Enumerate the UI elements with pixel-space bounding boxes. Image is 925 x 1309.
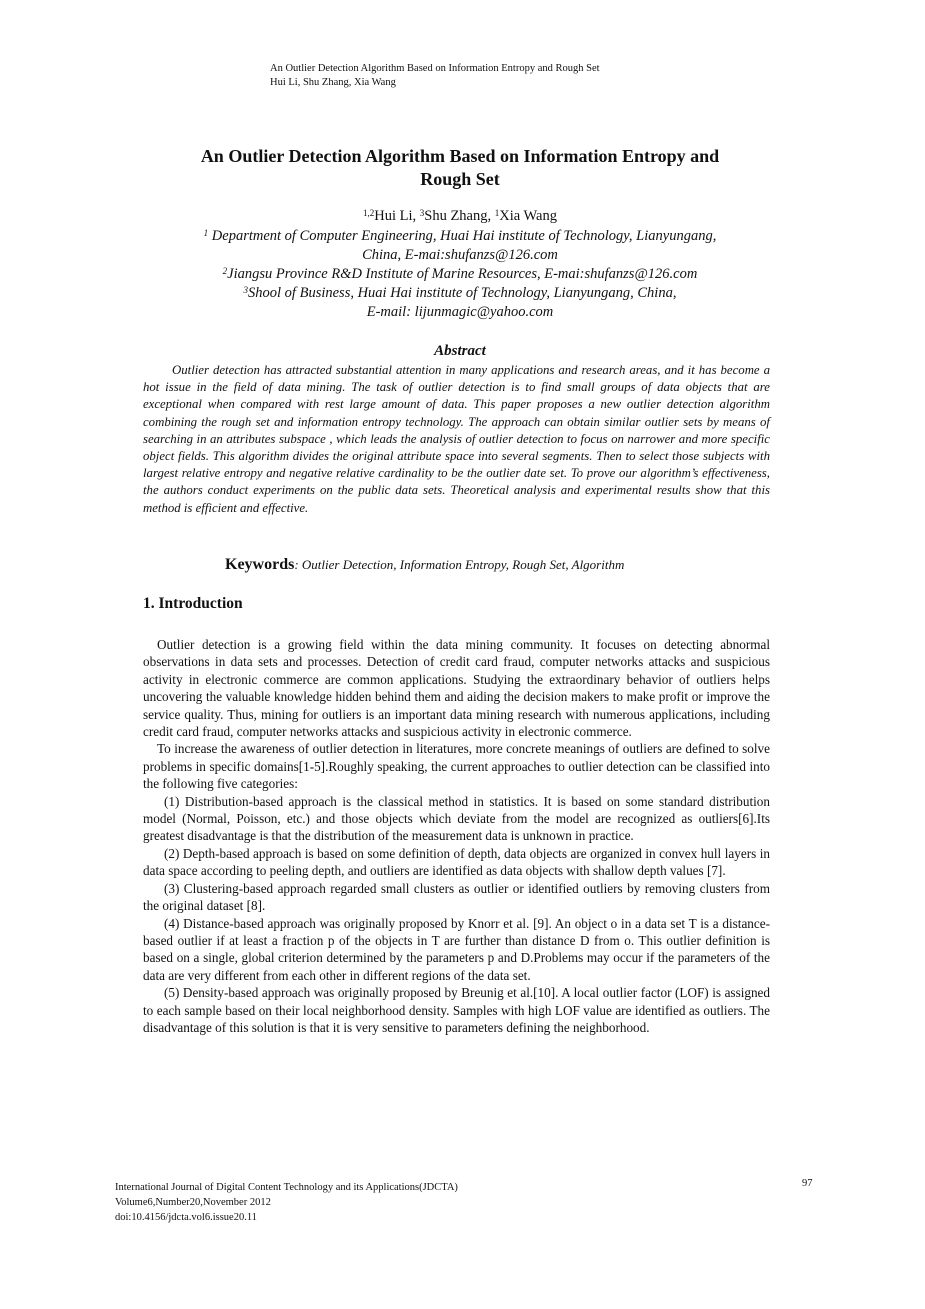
affiliation-3-line1: Shool of Business, Huai Hai institute of Technology, Lianyungang, China, (248, 285, 677, 301)
affiliation-1-line2: China, E-mai:shufanzs@126.com (362, 247, 558, 263)
affiliation-1 (140, 227, 780, 265)
running-header (270, 62, 600, 90)
paragraph: (5) Density-based approach was originally proposed by Breunig et al.[10]. A local outlier factor (LOF) is assigned to each sample based on their local neighborhood density. Samples with high LOF value are identified as outliers. The disadvantage of this solution is that it is very sensitive to parameters defining the neighborhood. (143, 985, 770, 1035)
introduction-body (143, 636, 770, 1036)
page-footer (115, 1180, 458, 1225)
running-header-title: An Outlier Detection Algorithm Based on Information Entropy and Rough Set (270, 63, 600, 74)
running-header-authors: Hui Li, Shu Zhang, Xia Wang (270, 77, 396, 88)
paragraph: (4) Distance-based approach was originally proposed by Knorr et al. [9]. An object o in a data set T is a distance-based outlier if at least a fraction p of the objects in T are further than distance D from o. This outlier definition is based on a single, global criterion determined by the parameters p and D.Problems may occur if the parameters of the data are very different from each other in different regions of the data set. (143, 915, 770, 983)
paragraph: (2) Depth-based approach is based on some definition of depth, data objects are organized in convex hull layers in data space according to peeling depth, and outliers are identified as data objects with shallow depth values [7]. (143, 845, 770, 879)
paper-title-line1: An Outlier Detection Algorithm Based on Information Entropy and (200, 146, 720, 166)
footer-volume: Volume6,Number20,November 2012 (115, 1197, 271, 1208)
affiliation-2-sup: 2 (222, 266, 228, 276)
page-number: 97 (802, 1178, 813, 1189)
author2-name: Shu Zhang, (424, 208, 495, 224)
affiliation-2-line1: Jiangsu Province R&D Institute of Marine Resources, E-mai:shufanzs@126.com (227, 266, 698, 282)
affiliation-3-line2: E-mail: lijunmagic@yahoo.com (366, 304, 554, 320)
affiliation-3-sup: 3 (243, 285, 249, 295)
footer-doi: doi:10.4156/jdcta.vol6.issue20.11 (115, 1212, 257, 1223)
paragraph: To increase the awareness of outlier detection in literatures, more concrete meanings of outliers are defined to solve problems in specific domains[1-5].Roughly speaking, the current approaches to outlier detection can be classified into the following five categories: (143, 741, 770, 792)
author1-affil-sup: 1,2 (362, 208, 375, 218)
paragraph: Outlier detection is a growing field within the data mining community. It focuses on detecting abnormal observations in data sets and processes. Detection of credit card fraud, computer networks attacks and suspicious activity in electronic commerce are common applications. Studying the extraordinary behavior of outliers helps uncovering the valuable knowledge hidden behind them and aiding the decision makers to make profit or improve the service quality. Thus, mining for outliers is an important data mining research with numerous applications, including credit card fraud, computer networks attacks and suspicious activity in electronic commerce. (143, 637, 770, 740)
section-heading-introduction: 1. Introduction (143, 595, 243, 612)
paragraph: (3) Clustering-based approach regarded small clusters as outlier or identified outliers by removing clusters from the original dataset [8]. (143, 880, 770, 914)
author3-name: Xia Wang (499, 208, 557, 224)
abstract-body (143, 362, 770, 517)
paper-title (140, 145, 780, 191)
keywords (225, 556, 624, 574)
footer-journal: International Journal of Digital Content Technology and its Applications(JDCTA) (115, 1182, 458, 1193)
affiliation-1-line1: Department of Computer Engineering, Huai Hai institute of Technology, Lianyungang, (208, 228, 717, 244)
author2-affil-sup: 3 (419, 208, 425, 218)
keywords-label: Keywords (225, 556, 295, 573)
affiliation-1-sup: 1 (203, 228, 209, 238)
affiliation-2 (140, 265, 780, 284)
affiliation-3 (140, 284, 780, 322)
keywords-text: : Outlier Detection, Information Entropy, Rough Set, Algorithm (294, 557, 625, 572)
author-list (140, 207, 780, 226)
author3-affil-sup: 1 (494, 208, 500, 218)
abstract-text: Outlier detection has attracted substantial attention in many applications and research areas, and it has become a hot issue in the field of data mining. The task of outlier detection is to find small groups of data objects that are exceptional when compared with rest large amount of data. This paper proposes a new outlier detection algorithm combining the rough set and information entropy technology. The approach can obtain similar outlier sets by means of searching in an attributes subspace , which leads the analysis of outlier detection to focus on narrower and more specific object fields. This algorithm divides the original attribute space into several segments. Then to select those subjects with largest relative entropy and negative relative cardinality to be the outlier date set. To prove our algorithm’s effectiveness, the authors conduct experiments on the public data sets. Theoretical analysis and experimental results show that this method is efficient and effective. (143, 363, 770, 515)
paper-title-line2: Rough Set (420, 169, 500, 189)
author1-name: Hui Li, (374, 208, 420, 224)
paragraph: (1) Distribution-based approach is the classical method in statistics. It is based on some standard distribution model (Normal, Poisson, etc.) and those objects which deviate from the model are recognized as outliers[6].Its greatest disadvantage is that the distribution of the measurement data is unknown in practice. (143, 793, 770, 844)
abstract-heading: Abstract (434, 343, 486, 359)
